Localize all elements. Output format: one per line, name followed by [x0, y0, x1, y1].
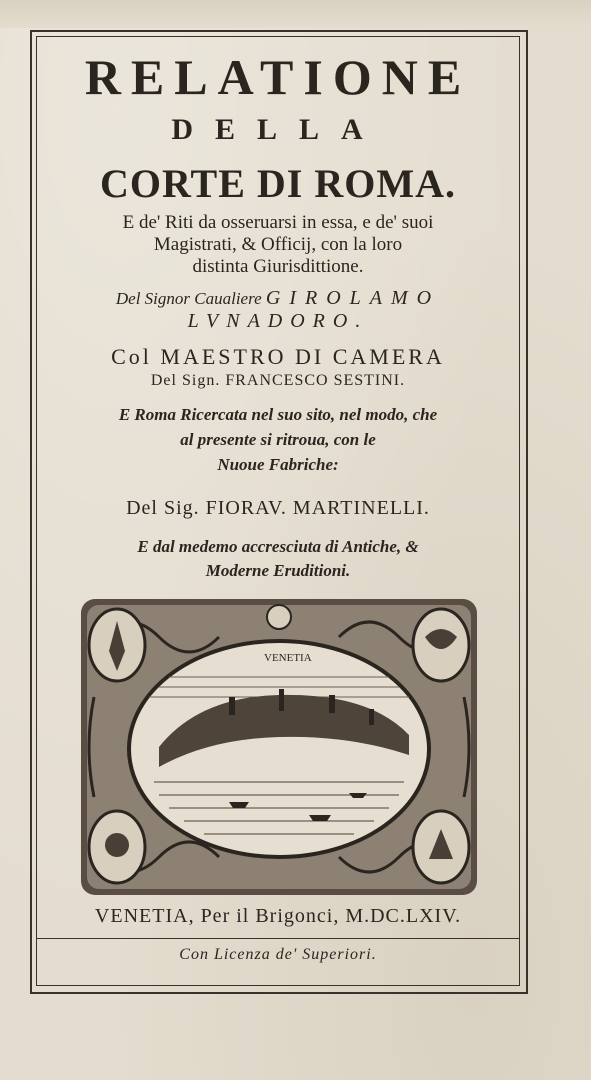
- martinelli-line: Del Sig. FIORAV. MARTINELLI.: [126, 497, 430, 519]
- imprint-line: VENETIA, Per il Brigonci, M.DC.LXIV.: [94, 905, 462, 927]
- author-prefix: Del Signor Caualiere: [115, 289, 262, 308]
- venice-woodcut-illustration: [79, 597, 479, 897]
- additions-line-1: E dal medemo accresciuta di Antiche, &: [137, 537, 419, 556]
- maestro-line-2: Del Sign. FRANCESCO SESTINI.: [150, 372, 406, 389]
- additions-line-2: Moderne Eruditioni.: [205, 561, 351, 580]
- subtitle-line-1: E de' Riti da osseruarsi in essa, e de' suoi: [122, 212, 434, 233]
- subtitle-line-3: distinta Giurisdittione.: [192, 256, 364, 277]
- corner-medallion-top-left: [89, 609, 145, 681]
- roma-line-1: E Roma Ricercata nel suo sito, nel modo, che: [118, 405, 438, 424]
- license-line: Con Licenza de' Superiori.: [179, 946, 377, 963]
- author-line-1: [40, 287, 516, 310]
- title-relatione: RELATIONE: [84, 49, 472, 105]
- corner-medallion-top-right: [413, 609, 469, 681]
- title-della: DELLA: [171, 113, 385, 146]
- corner-medallion-bottom-right: [413, 811, 469, 883]
- bottom-rule: [36, 938, 520, 939]
- title-corte-di-roma: CORTE DI ROMA.: [100, 161, 456, 206]
- torn-paper-edge: [0, 0, 591, 28]
- author-first-name: GIROLAMO: [265, 287, 441, 309]
- roma-line-2: al presente si ritroua, con le: [180, 430, 376, 449]
- maestro-line-1: Col MAESTRO DI CAMERA: [111, 344, 445, 369]
- roma-line-3: Nuoue Fabriche:: [217, 455, 339, 474]
- author-last-name: LVNADORO.: [187, 310, 369, 332]
- cherub-ornament: [267, 605, 291, 629]
- subtitle-line-2: Magistrati, & Officij, con la loro: [153, 234, 403, 255]
- corner-medallion-bottom-left: [89, 811, 145, 883]
- woodcut-banner: VENETIA: [264, 652, 312, 664]
